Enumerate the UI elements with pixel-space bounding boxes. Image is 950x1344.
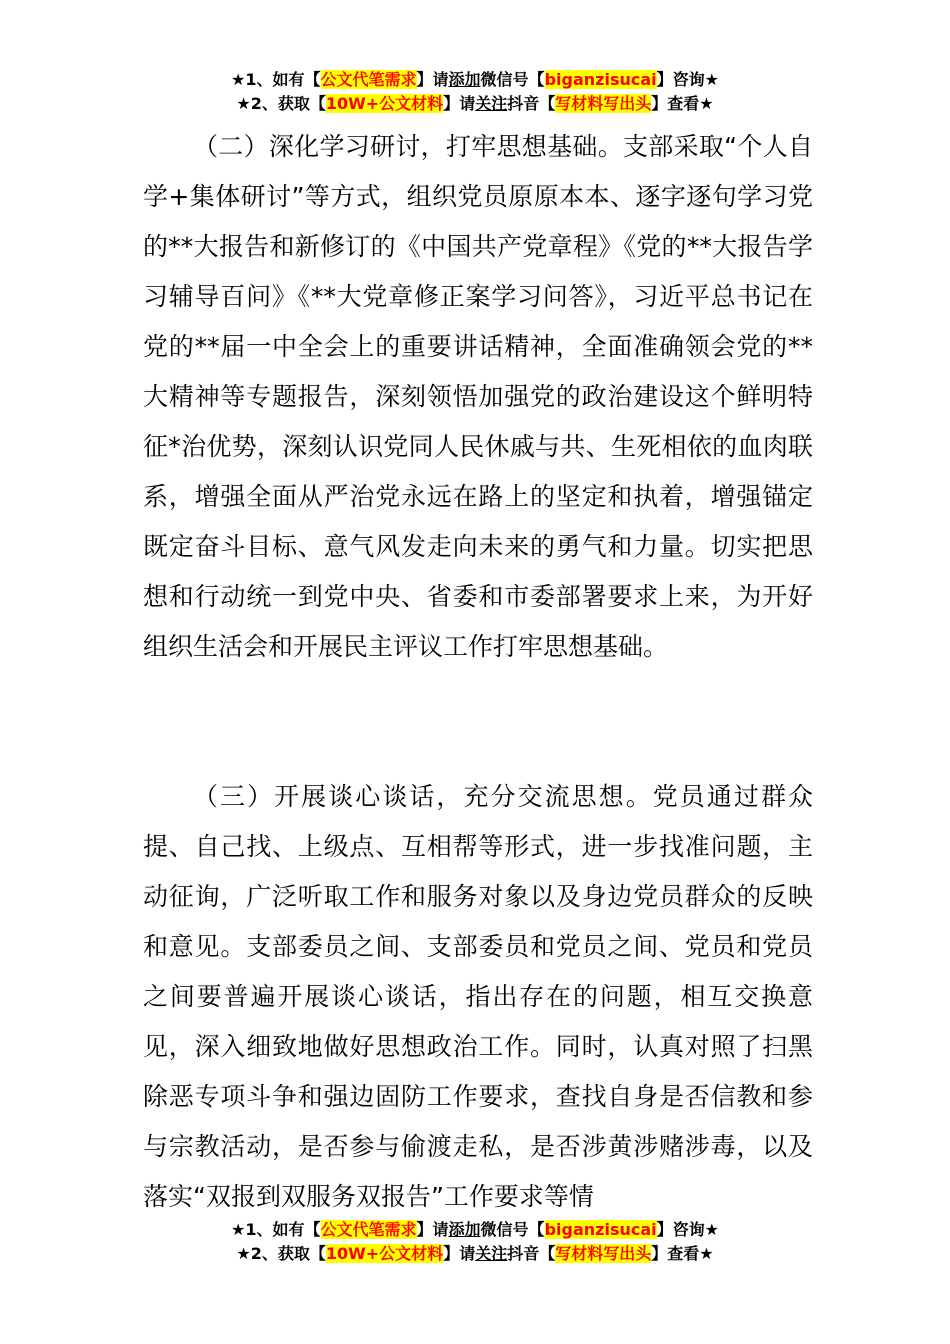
banner-highlight-douyin: 写材料写出头 bbox=[555, 94, 652, 113]
banner-line-1 bbox=[0, 1218, 950, 1242]
banner-text: 】请 bbox=[443, 1244, 476, 1263]
banner-text: 】请 bbox=[416, 1220, 449, 1239]
banner-line-1 bbox=[0, 68, 950, 92]
banner-text: 】请 bbox=[416, 70, 449, 89]
banner-highlight-wechat-id: biganzisucai bbox=[544, 1220, 657, 1239]
paragraph-deepen-study bbox=[143, 122, 813, 672]
banner-underline: 关注 bbox=[475, 1244, 508, 1263]
banner-highlight: 公文代笔需求 bbox=[320, 1220, 417, 1239]
banner-text: ★1、如有【 bbox=[231, 70, 321, 89]
banner-text: 】咨询★ bbox=[656, 1220, 719, 1239]
banner-line-2 bbox=[0, 1242, 950, 1266]
banner-text: 】查看★ bbox=[651, 94, 714, 113]
banner-text: 微信号【 bbox=[480, 1220, 545, 1239]
banner-highlight: 10W+公文材料 bbox=[325, 1244, 444, 1263]
banner-text: ★2、获取【 bbox=[236, 1244, 326, 1263]
banner-underline: 添加 bbox=[448, 1220, 481, 1239]
banner-text: 】请 bbox=[443, 94, 476, 113]
banner-highlight: 10W+公文材料 bbox=[325, 94, 444, 113]
banner-text: 抖音【 bbox=[507, 94, 556, 113]
banner-text: 】查看★ bbox=[651, 1244, 714, 1263]
banner-highlight-douyin: 写材料写出头 bbox=[555, 1244, 652, 1263]
banner-underline: 添加 bbox=[448, 70, 481, 89]
banner-highlight: 公文代笔需求 bbox=[320, 70, 417, 89]
footer-banner bbox=[0, 1218, 950, 1266]
banner-line-2 bbox=[0, 92, 950, 116]
paragraph-heart-to-heart bbox=[143, 772, 813, 1222]
banner-text: ★1、如有【 bbox=[231, 1220, 321, 1239]
banner-text: ★2、获取【 bbox=[236, 94, 326, 113]
paragraph-text: （三）开展谈心谈话，充分交流思想。党员通过群众提、自己找、上级点、互相帮等形式，进一步找准问题，主动征询，广泛听取工作和服务对象以及身边党员群众的反映和意见。支部委员之间、支部委员和党员之间、党员和党员之间要普遍开展谈心谈话，指出存在的问题，相互交换意见，深入细致地做好思想政治工作。同时，认真对照了扫黑除恶专项斗争和强边固防工作要求，查找自身是否信教和参与宗教活动，是否参与偷渡走私，是否涉黄涉赌涉毒，以及落实“双报到双服务双报告”工作要求等情 bbox=[143, 782, 813, 1211]
header-banner bbox=[0, 68, 950, 116]
banner-highlight-wechat-id: biganzisucai bbox=[544, 70, 657, 89]
banner-underline: 关注 bbox=[475, 94, 508, 113]
banner-text: 微信号【 bbox=[480, 70, 545, 89]
banner-text: 】咨询★ bbox=[656, 70, 719, 89]
banner-text: 抖音【 bbox=[507, 1244, 556, 1263]
paragraph-text: （二）深化学习研讨，打牢思想基础。支部采取“个人自学+集体研讨”等方式，组织党员原原本本、逐字逐句学习党的**大报告和新修订的《中国共产党章程》《党的**大报告学习辅导百问》《**大党章修正案学习问答》，习近平总书记在党的**届一中全会上的重要讲话精神，全面准确领会党的**大精神等专题报告，深刻领悟加强党的政治建设这个鲜明特征*治优势，深刻认识党同人民休戚与共、生死相依的血肉联系，增强全面从严治党永远在路上的坚定和执着，增强锚定既定奋斗目标、意气风发走向未来的勇气和力量。切实把思想和行动统一到党中央、省委和市委部署要求上来，为开好组织生活会和开展民主评议工作打牢思想基础。 bbox=[143, 132, 813, 661]
